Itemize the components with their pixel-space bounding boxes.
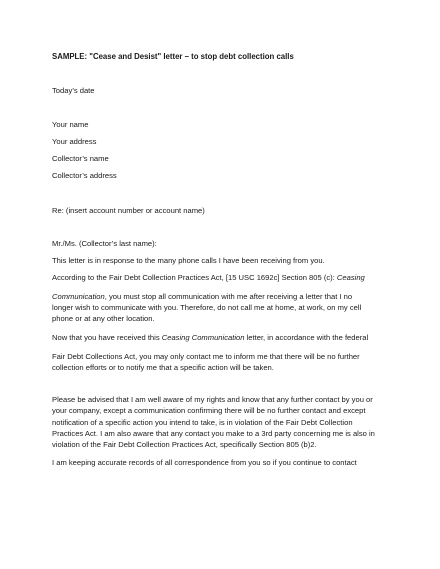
salutation: Mr./Ms. (Collector’s last name): xyxy=(52,239,157,248)
re-line: Re: (insert account number or account name) xyxy=(52,206,205,215)
paragraph-received-line: Fair Debt Collections Act, you may only contact me to inform me that there will be no further xyxy=(52,352,360,361)
date-line: Today’s date xyxy=(52,86,95,95)
sender-name: Your name xyxy=(52,120,89,129)
paragraph-rights-line: notification of a specific action you intend to take, is in violation of the Fair Debt Collection xyxy=(52,418,353,427)
fdcpa-rest: , you must stop all communication with me after receiving a letter that I no xyxy=(104,292,353,301)
ceasing-communication-italic: Ceasing Communication xyxy=(161,333,245,342)
received-suffix: letter, in accordance with the federal xyxy=(244,333,369,342)
received-prefix: Now that you have received this xyxy=(52,333,162,342)
paragraph-fdcpa-line: longer wish to communicate with you. Therefore, do not call me at home, at work, on my cell xyxy=(52,303,362,312)
paragraph-rights-line: Please be advised that I am well aware of my rights and know that any further contact by you or xyxy=(52,395,373,404)
paragraph-rights-line: violation of the Fair Debt Collection Practices Act, specifically Section 805 (b)2. xyxy=(52,440,317,449)
collector-address: Collector’s address xyxy=(52,171,117,180)
paragraph-records: I am keeping accurate records of all correspondence from you so if you continue to contact xyxy=(52,458,357,467)
sender-address: Your address xyxy=(52,137,97,146)
paragraph-rights-line: Practices Act. I am also aware that any contact you make to a 3rd party concerning me is also in xyxy=(52,429,375,438)
paragraph-rights-line: your company, except a communication confirming there will be no further contact and except xyxy=(52,406,366,415)
paragraph-fdcpa-line xyxy=(52,292,352,302)
communication-italic: Communication xyxy=(52,292,105,301)
paragraph-received-line xyxy=(52,333,368,343)
ceasing-italic: Ceasing xyxy=(336,273,365,282)
paragraph-fdcpa-line: phone or at any other location. xyxy=(52,314,155,323)
paragraph-fdcpa-line xyxy=(52,273,365,283)
fdcpa-prefix: According to the Fair Debt Collection Practices Act, [15 USC 1692c] Section 805 (c): xyxy=(52,273,337,282)
paragraph-response: This letter is in response to the many phone calls I have been receiving from you. xyxy=(52,256,325,265)
paragraph-received-line: collection efforts or to notify me that a specific action will be taken. xyxy=(52,363,274,372)
letter-title: SAMPLE: "Cease and Desist" letter – to stop debt collection calls xyxy=(52,52,294,61)
collector-name: Collector’s name xyxy=(52,154,109,163)
